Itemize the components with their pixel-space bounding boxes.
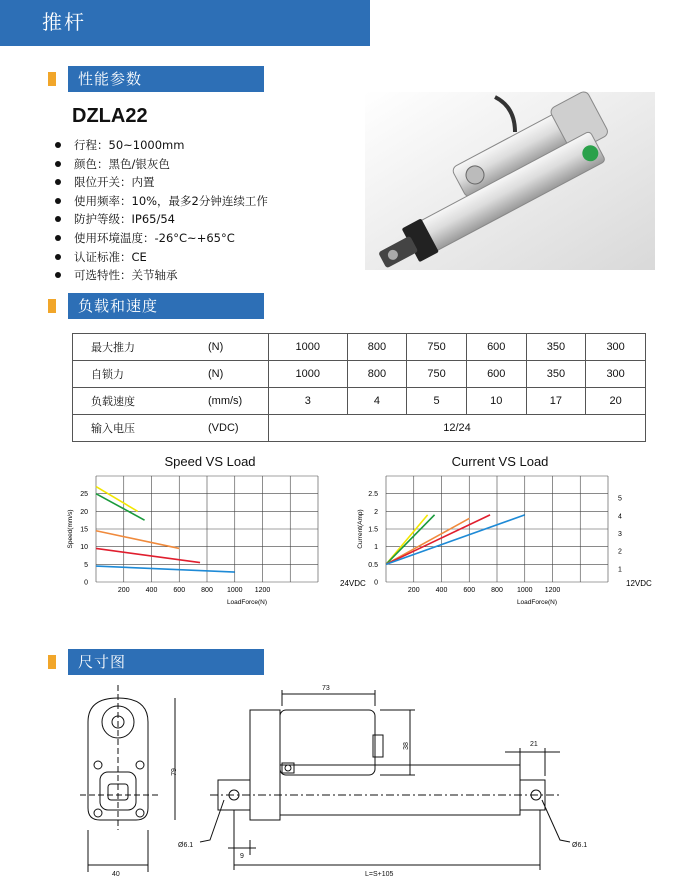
series-line-green — [96, 494, 145, 521]
y-tick-label: 5 — [84, 561, 88, 569]
bullet-icon — [55, 198, 61, 204]
row-label: 输入电压 — [73, 415, 209, 442]
load-speed-table — [72, 333, 646, 442]
series-line-orange — [96, 531, 179, 549]
section-marker — [48, 72, 56, 86]
x-tick-label: 400 — [145, 587, 158, 594]
table-row — [73, 388, 646, 415]
y-tick-label: 0 — [84, 579, 88, 587]
end-view-screw — [94, 761, 102, 769]
section-title-dimensions: 尺寸图 — [68, 649, 264, 675]
row-unit: (VDC) — [208, 415, 269, 442]
row-unit: (N) — [208, 361, 269, 388]
table-cell: 750 — [407, 361, 467, 388]
spec-list — [55, 136, 268, 285]
row-label: 负载速度 — [73, 388, 209, 415]
end-view-screw — [136, 809, 144, 817]
y2-tick-label: 1 — [618, 566, 622, 574]
bullet-icon — [55, 272, 61, 278]
x-tick-label: 1200 — [254, 587, 271, 594]
y2-tick-label: 5 — [618, 495, 622, 503]
table-cell: 300 — [586, 361, 646, 388]
table-cell: 1000 — [269, 334, 348, 361]
y-tick-label: 2 — [374, 508, 378, 516]
row-label: 最大推力 — [73, 334, 209, 361]
table-cell: 20 — [586, 388, 646, 415]
table-cell: 1000 — [269, 361, 348, 388]
series-line-green — [386, 515, 435, 564]
row-unit: (mm/s) — [208, 388, 269, 415]
series-line-orange — [386, 518, 469, 564]
current-vs-load-chart — [336, 470, 656, 616]
y-tick-label: 0 — [374, 579, 378, 587]
x-axis-label: LoadForce(N) — [516, 599, 558, 606]
bullet-icon — [55, 179, 61, 185]
right-voltage-label: 12VDC — [626, 579, 652, 588]
actuator-product-image — [365, 92, 655, 270]
chart-title-current: Current VS Load — [451, 454, 549, 469]
table-cell: 4 — [347, 388, 407, 415]
row-unit: (N) — [208, 334, 269, 361]
table-cell: 600 — [466, 361, 526, 388]
y-tick-label: 0.5 — [368, 561, 378, 569]
page-title: 推杆 — [42, 10, 86, 34]
dim-73-label: 73 — [322, 685, 330, 692]
y-tick-label: 20 — [80, 508, 88, 516]
y-tick-label: 10 — [80, 544, 88, 552]
x-tick-label: 1200 — [544, 587, 561, 594]
bullet-icon — [55, 235, 61, 241]
y-tick-label: 1 — [374, 544, 378, 552]
end-view-screw — [136, 761, 144, 769]
spec-item: 防护等级：IP65/54 — [55, 210, 268, 229]
table-cell: 17 — [526, 388, 586, 415]
table-cell: 300 — [586, 334, 646, 361]
bullet-icon — [55, 142, 61, 148]
speed-vs-load-chart — [67, 470, 330, 616]
table-cell: 600 — [466, 334, 526, 361]
table-cell: 10 — [466, 388, 526, 415]
y2-tick-label: 4 — [618, 513, 622, 521]
x-tick-label: 400 — [435, 587, 448, 594]
y-axis-label: Current(Amp) — [357, 509, 364, 549]
table-cell: 350 — [526, 361, 586, 388]
section-marker — [48, 655, 56, 669]
y2-tick-label: 3 — [618, 530, 622, 538]
series-line-yellow — [96, 487, 138, 512]
bullet-icon — [55, 161, 61, 167]
row-label: 自锁力 — [73, 361, 209, 388]
dim-40-label: 40 — [112, 871, 120, 878]
end-view-screw — [94, 809, 102, 817]
spec-item: 行程：50~1000mm — [55, 136, 268, 155]
table-cell: 350 — [526, 334, 586, 361]
spec-item: 认证标准：CE — [55, 248, 268, 267]
series-line-red — [96, 548, 200, 562]
y2-tick-label: 2 — [618, 548, 622, 556]
outer-tube — [280, 765, 520, 815]
dim-21-label: 21 — [530, 741, 538, 748]
table-cell: 750 — [407, 334, 467, 361]
y-tick-label: 25 — [80, 491, 88, 499]
x-tick-label: 200 — [407, 587, 420, 594]
left-voltage-label: 24VDC — [340, 579, 366, 588]
spec-item: 使用环境温度：-26°C~+65°C — [55, 229, 268, 248]
table-row — [73, 361, 646, 388]
y-axis-label: Speed(mm/s) — [67, 509, 74, 549]
gearbox-housing — [250, 710, 280, 820]
dim-length-label: L=S+105 — [365, 871, 394, 878]
table-row — [73, 334, 646, 361]
bullet-icon — [55, 254, 61, 260]
chart-title-speed: Speed VS Load — [164, 454, 256, 469]
x-tick-label: 1000 — [226, 587, 243, 594]
table-row — [73, 415, 646, 442]
table-cell-merged: 12/24 — [269, 415, 646, 442]
series-line-red — [386, 515, 490, 564]
x-tick-label: 600 — [173, 587, 186, 594]
dim-79-label: 79 — [171, 768, 178, 776]
spec-item: 限位开关：内置 — [55, 173, 268, 192]
x-tick-label: 800 — [491, 587, 503, 594]
dim-hole-left-label: Ø6.1 — [178, 842, 194, 849]
dimension-drawing — [60, 680, 660, 880]
table-cell: 800 — [347, 361, 407, 388]
series-line-blue — [96, 566, 235, 572]
header-bar-tail — [318, 0, 370, 46]
y-tick-label: 15 — [80, 526, 88, 534]
spec-item: 颜色：黑色/银灰色 — [55, 155, 268, 174]
bullet-icon — [55, 216, 61, 222]
section-marker — [48, 299, 56, 313]
section-title-specs: 性能参数 — [68, 66, 264, 92]
dim-38-label: 38 — [403, 742, 410, 750]
model-name: DZLA22 — [72, 105, 148, 127]
table-cell: 3 — [269, 388, 348, 415]
y-tick-label: 1.5 — [368, 526, 378, 534]
dim-hole-right-label: Ø6.1 — [572, 842, 588, 849]
y-tick-label: 2.5 — [368, 491, 378, 499]
spec-item: 使用频率：10%，最多2分钟连续工作 — [55, 192, 268, 211]
x-axis-label: LoadForce(N) — [226, 599, 268, 606]
x-tick-label: 800 — [201, 587, 213, 594]
section-title-load-speed: 负载和速度 — [68, 293, 264, 319]
dim-9-label: 9 — [240, 853, 244, 860]
table-cell: 5 — [407, 388, 467, 415]
table-cell: 800 — [347, 334, 407, 361]
x-tick-label: 600 — [463, 587, 476, 594]
x-tick-label: 200 — [117, 587, 130, 594]
x-tick-label: 1000 — [516, 587, 533, 594]
spec-item: 可选特性：关节轴承 — [55, 266, 268, 285]
